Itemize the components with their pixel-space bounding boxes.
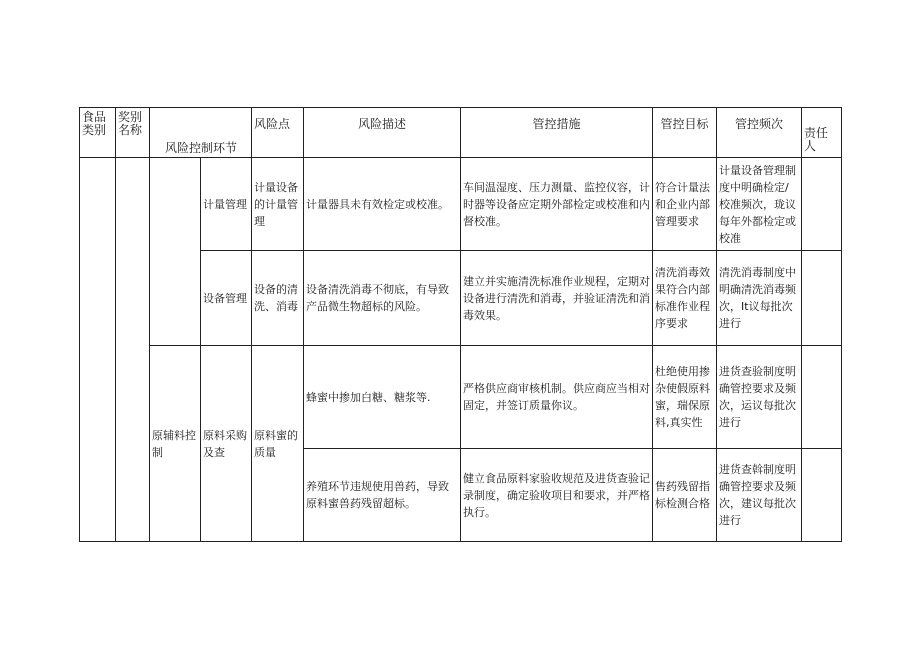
control-target-cell: 清洗消毒效果符合内部标准作业程序要求: [653, 251, 717, 346]
control-measures-cell: 车间温湿度、压力测量、监控仪容，计时器等设备应定期外部检定或校准和内督校准。: [461, 158, 653, 251]
control-measures-cell: 建立并实施清洗标准作业规程，定期对设备进行清洗和消毒，并验证清洗和消毒效果。: [461, 251, 653, 346]
risk-description-cell: 设备清洗消毒不彻底，有导致产品微生物超标的风险。: [304, 251, 461, 346]
table-header-row: [80, 108, 842, 158]
control-measures-cell: 严格供应商审核机制。供应商应当相对固定，并签订质量你议。: [461, 346, 653, 449]
control-target-cell: 符合计量法和企业内部管理要求: [653, 158, 717, 251]
header-food-category: 食品类别: [80, 108, 116, 158]
control-target-cell: 杜绝使用掺杂使假原料蜜，瑞保原料,真实性: [653, 346, 717, 449]
category-name-cell: [116, 158, 150, 542]
risk-control-table: [79, 107, 842, 542]
sub-step-cell: 设备管理: [201, 251, 252, 346]
control-frequency-cell: 计量设备管理制度中明确检定/校准频次，珑议每年外都检定或校准: [717, 158, 802, 251]
responsible-cell: [802, 251, 842, 346]
table-row: [80, 346, 842, 449]
header-control-measures: 管控措施: [461, 108, 653, 158]
responsible-cell: [802, 449, 842, 542]
table-row: [80, 158, 842, 251]
header-risk-point: 风险点: [252, 108, 304, 158]
food-category-cell: [80, 158, 116, 542]
control-frequency-cell: 进货查验制度明确管控要求及频次，运议每批次进行: [717, 346, 802, 449]
step-group-cell: [150, 158, 201, 346]
risk-description-cell: 养殖环节违规使用兽药，导致原料蜜兽药残留超标。: [304, 449, 461, 542]
header-category-name: 奖别名称: [116, 108, 150, 158]
header-control-frequency: 管控频次: [717, 108, 802, 158]
control-target-cell: 售药残留指标检测合格: [653, 449, 717, 542]
risk-description-cell: 蜂蜜中掺加白糖、糖浆等.: [304, 346, 461, 449]
responsible-cell: [802, 346, 842, 449]
step-group-cell: 原辅料控制: [150, 346, 201, 542]
risk-point-cell: 设备的清洗、消毒: [252, 251, 304, 346]
responsible-cell: [802, 158, 842, 251]
header-control-step: 风险控制环节: [150, 108, 252, 158]
header-responsible: 责任人: [802, 108, 842, 158]
control-frequency-cell: 清洗消毒制度中明确清洗消毒频次，It议每批次进行: [717, 251, 802, 346]
control-measures-cell: 健立食品原料家验收规范及进货查验记录制度，确定验收项目和要求，并严格执行。: [461, 449, 653, 542]
risk-description-cell: 计量器具未有效检定或校准。: [304, 158, 461, 251]
sub-step-cell: 计量管理: [201, 158, 252, 251]
risk-point-cell: 原料蜜的质量: [252, 346, 304, 542]
control-frequency-cell: 进货查斡制度明确管控要求及频次，建议每批次进行: [717, 449, 802, 542]
risk-point-cell: 计量设备的计量管理: [252, 158, 304, 251]
header-risk-description: 风险描述: [304, 108, 461, 158]
header-control-target: 管控目标: [653, 108, 717, 158]
sub-step-cell: 原料采购及查: [201, 346, 252, 542]
